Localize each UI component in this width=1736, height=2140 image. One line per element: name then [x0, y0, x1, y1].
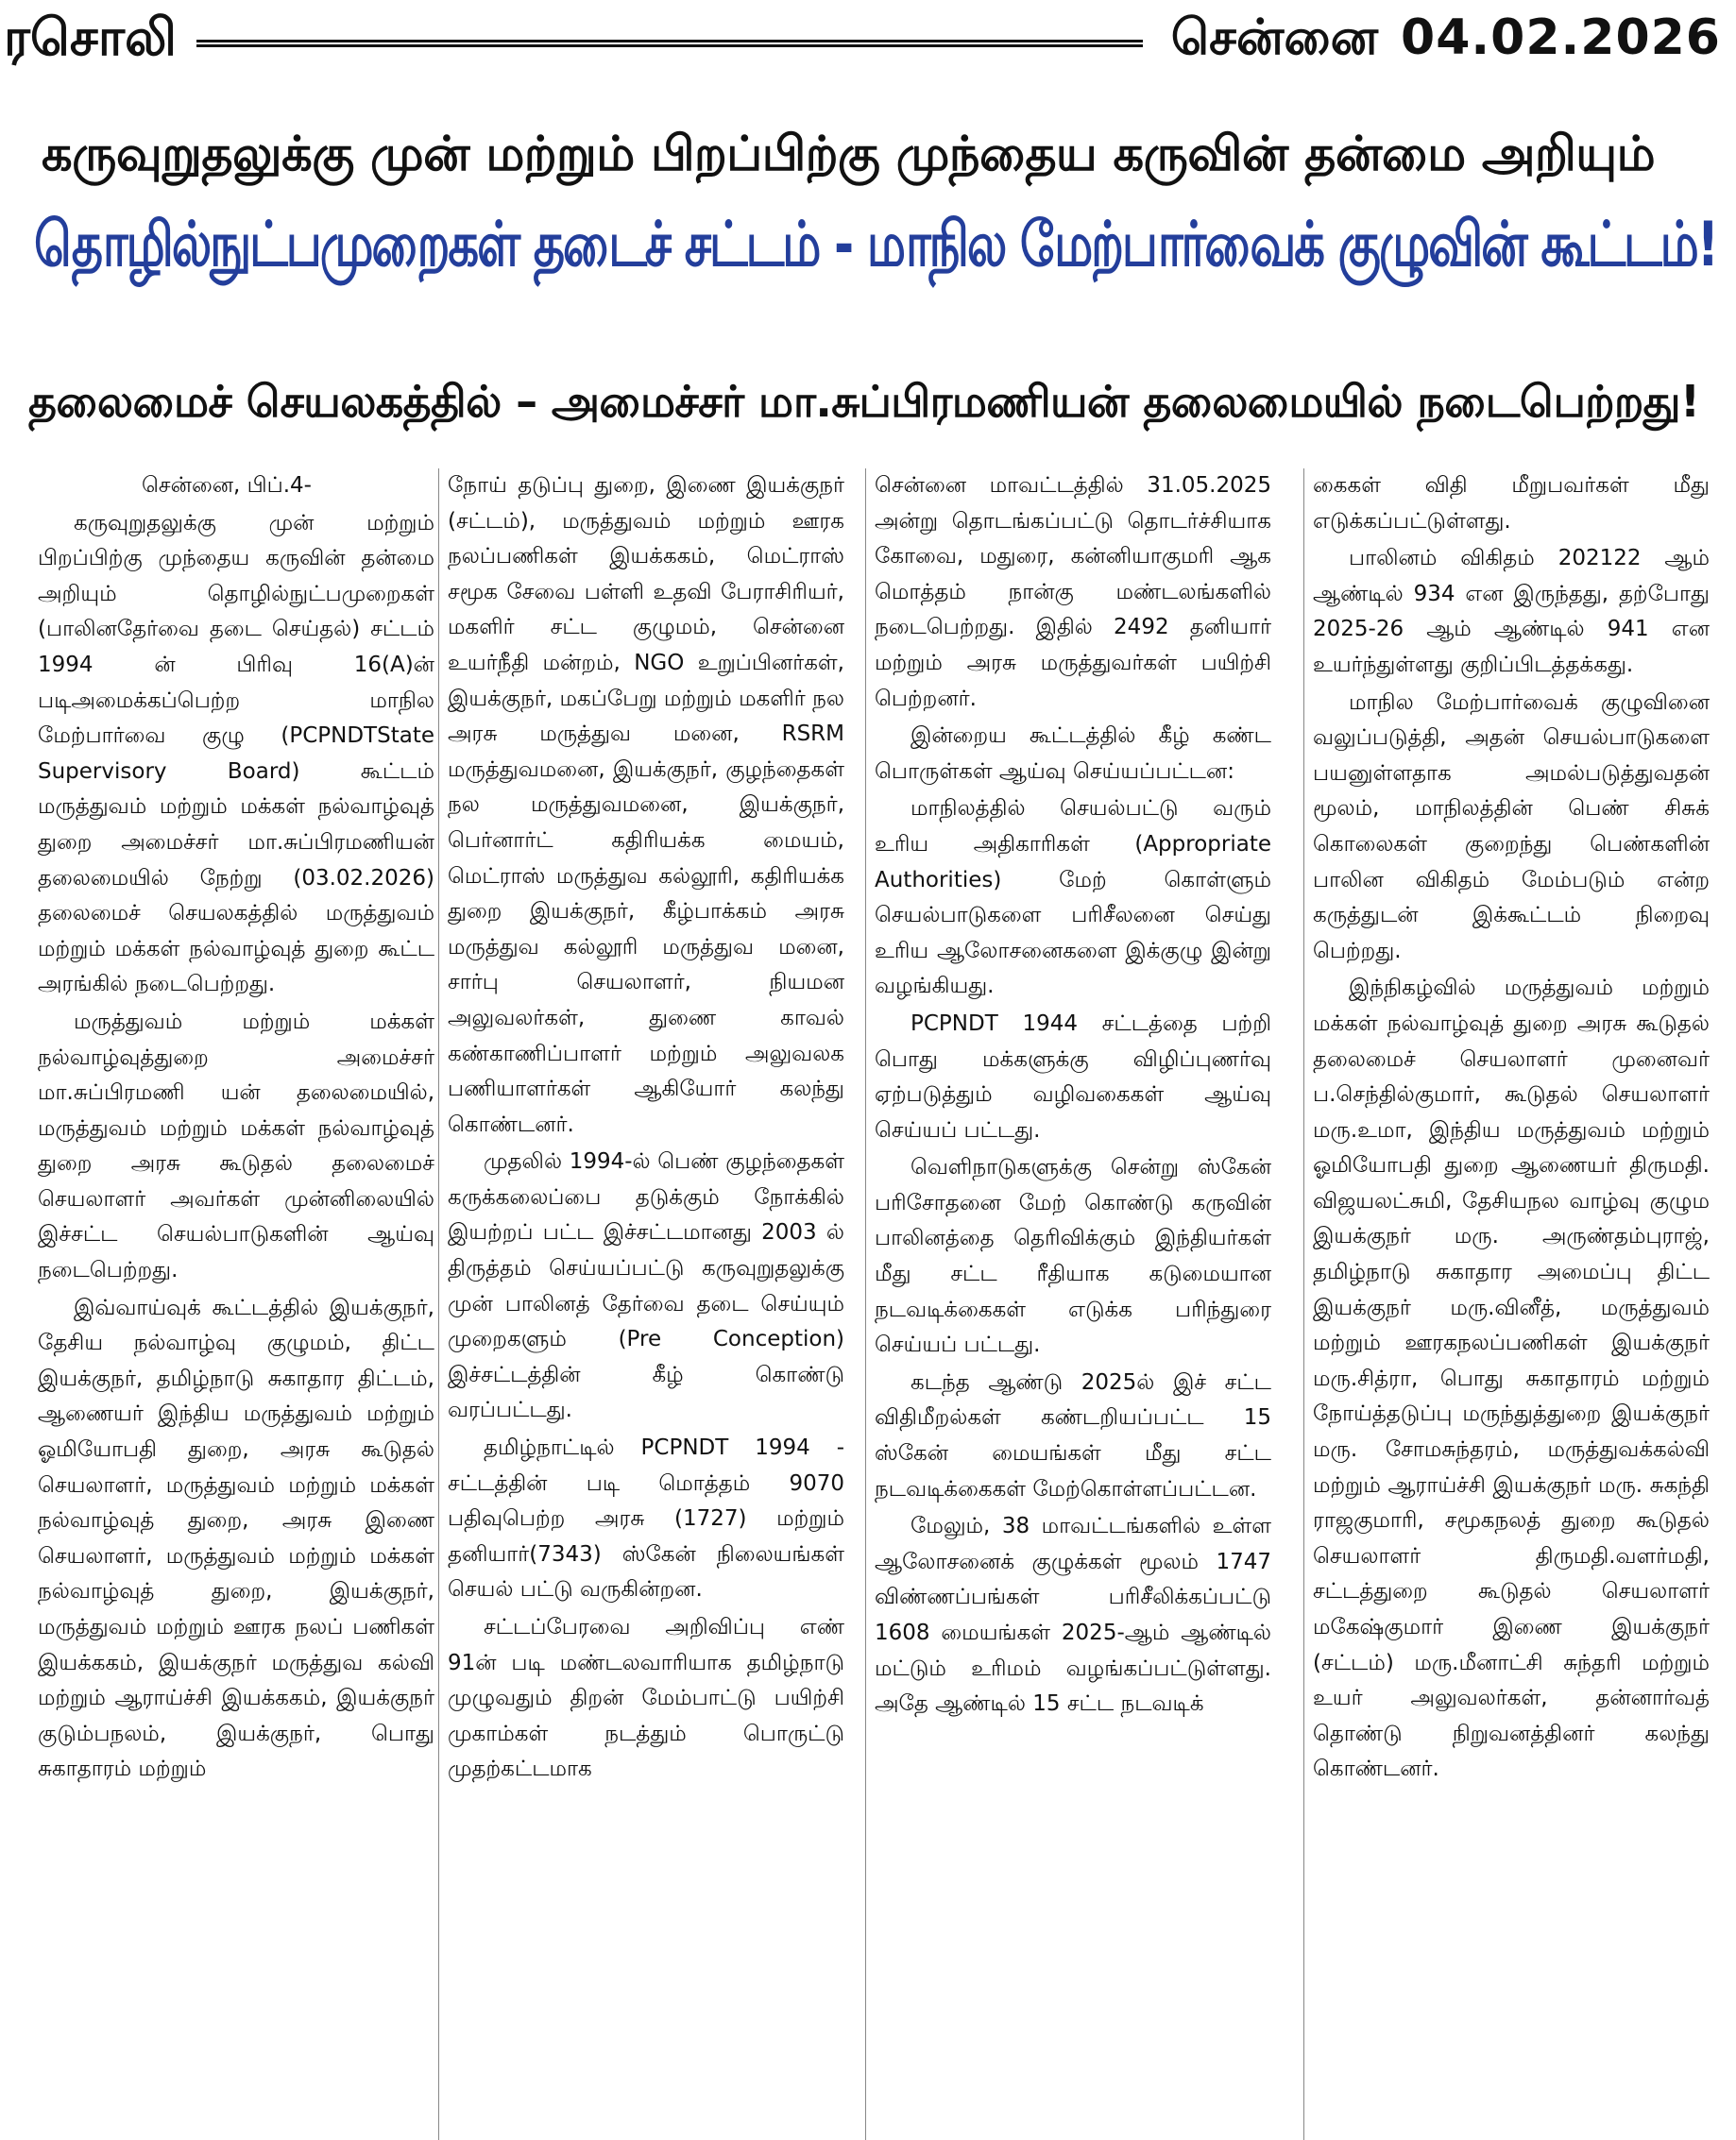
article-column-4: [1313, 468, 1710, 2140]
paragraph: தமிழ்நாட்டில் PCPNDT 1994 - சட்டத்தின் படி மொத்தம் 9070 பதிவுபெற்ற அரசு (1727) மற்றும் தனியார்(7343) ஸ்கேன் நிலையங்கள் செயல் பட்டு வருகின்றன.: [448, 1435, 844, 1603]
paragraph: PCPNDT 1944 சட்டத்தை பற்றி பொது மக்களுக்கு விழிப்புணர்வு ஏற்படுத்தும் வழிவகைகள் ஆய்வு செய்யப் பட்டது.: [875, 1011, 1271, 1143]
article-column-2: [448, 468, 844, 2140]
paragraph: சட்டப்பேரவை அறிவிப்பு எண் 91ன் படி மண்டலவாரியாக தமிழ்நாடு முழுவதும் திறன் மேம்பாட்டு பயிற்சி முகாம்கள் நடத்தும் பொருட்டு முதற்கட்டமாக: [448, 1615, 844, 1782]
paragraph: இந்நிகழ்வில் மருத்துவம் மற்றும் மக்கள் நல்வாழ்வுத் துறை அரசு கூடுதல் தலைமைச் செயலாளர் முனைவர் ப.செந்தில்குமார், கூடுதல் செயலாளர் மரு.உமா, இந்திய மருத்துவம் மற்றும் ஓமியோபதி துறை ஆணையர் திருமதி. விஜயலட்சுமி, தேசியநல வாழ்வு குழும இயக்குநர் மரு. அருண்தம்புராஜ், தமிழ்நாடு சுகாதார அமைப்பு திட்ட இயக்குநர் மரு.வினீத், மருத்துவம் மற்றும் ஊரகநலப்பணிகள் இயக்குநர் மரு.சித்ரா, பொது சுகாதாரம் மற்றும் நோய்த்தடுப்பு மருந்துத்துறை இயக்குநர் மரு. சோமசுந்தரம், மருத்துவக்கல்வி மற்றும் ஆராய்ச்சி இயக்குநர் மரு. சுகந்தி ராஜகுமாரி, சமூகநலத் துறை கூடுதல் செயலாளர் திருமதி.வளர்மதி, சட்டத்துறை கூடுதல் செயலாளர் மகேஷ்குமார் இணை இயக்குநர் (சட்டம்) மரு.மீனாட்சி சுந்தரி மற்றும் உயர் அலுவலர்கள், தன்னார்வத் தொண்டு நிறுவனத்தினர் கலந்து கொண்டனர்.: [1313, 976, 1710, 1782]
paragraph: நோய் தடுப்பு துறை, இணை இயக்குநர் (சட்டம்), மருத்துவம் மற்றும் ஊரக நலப்பணிகள் இயக்ககம், மெட்ராஸ் சமூக சேவை பள்ளி உதவி பேராசிரியர், மகளிர் சட்ட குழுமம், சென்னை உயர்நீதி மன்றம், NGO உறுப்பினர்கள், இயக்குநர், மகப்பேறு மற்றும் மகளிர் நல அரசு மருத்துவ மனை, RSRM மருத்துவமனை, இயக்குநர், குழந்தைகள் நல மருத்துவமனை, இயக்குநர், பெர்னார்ட் கதிரியக்க மையம், மெட்ராஸ் மருத்துவ கல்லூரி, கதிரியக்க துறை இயக்குநர், கீழ்பாக்கம் அரசு மருத்துவ கல்லூரி மருத்துவ மனை, சார்பு செயலாளர், நியமன அலுவலர்கள், துணை காவல் கண்காணிப்பாளர் மற்றும் அலுவலக பணியாளர்கள் ஆகியோர் கலந்து கொண்டனர்.: [448, 473, 844, 1137]
place-date: [1171, 9, 1721, 73]
edition-date: 04.02.2026: [1401, 9, 1721, 66]
newspaper-name: ரசொலி: [4, 8, 178, 67]
paragraph: முதலில் 1994-ல் பெண் குழந்தைகள் கருக்கலைப்பை தடுக்கும் நோக்கில் இயற்றப் பட்ட இச்சட்டமானது 2003 ல் திருத்தம் செய்யப்பட்டு கருவுறுதலுக்கு முன் பாலினத் தேர்வை தடை செய்யும் முறைகளும் (Pre Conception) இச்சட்டத்தின் கீழ் கொண்டு வரப்பட்டது.: [448, 1149, 844, 1423]
paragraph: சென்னை மாவட்டத்தில் 31.05.2025 அன்று தொடங்கப்பட்டு தொடர்ச்சியாக கோவை, மதுரை, கன்னியாகுமரி ஆக மொத்தம் நான்கு மண்டலங்களில் நடைபெற்றது. இதில் 2492 தனியார் மற்றும் அரசு மருத்துவர்கள் பயிற்சி பெற்றனர்.: [875, 473, 1271, 711]
paragraph: கைகள் விதி மீறுபவர்கள் மீது எடுக்கப்பட்டுள்ளது.: [1313, 473, 1710, 534]
sub-headline: தலைமைச் செயலகத்தில் – அமைச்சர் மா.சுப்பிரமணியன் தலைமையில் நடைபெற்றது!: [28, 376, 1700, 427]
masthead: [0, 0, 1736, 81]
paragraph: மேலும், 38 மாவட்டங்களில் உள்ள ஆலோசனைக் குழுக்கள் மூலம் 1747 விண்ணப்பங்கள் பரிசீலிக்கப்பட்டு 1608 மையங்கள் 2025-ஆம் ஆண்டில் மட்டும் உரிமம் வழங்கப்பட்டுள்ளது. அதே ஆண்டில் 15 சட்ட நடவடிக்: [875, 1514, 1271, 1717]
paragraph: மருத்துவம் மற்றும் மக்கள் நல்வாழ்வுத்துறை அமைச்சர் மா.சுப்பிரமணி யன் தலைமையில், மருத்துவம் மற்றும் மக்கள் நல்வாழ்வுத் துறை அரசு கூடுதல் தலைமைச் செயலாளர் அவர்கள் முன்னிலையில் இச்சட்ட செயல்பாடுகளின் ஆய்வு நடைபெற்றது.: [38, 1009, 434, 1283]
masthead-rule: [196, 40, 1143, 53]
main-headline: தொழில்நுட்பமுறைகள் தடைச் சட்டம் - மாநில மேற்பார்வைக் குழுவின் கூட்டம்!: [34, 210, 1717, 281]
edition-place: சென்னை: [1170, 9, 1379, 66]
paragraph: கடந்த ஆண்டு 2025ல் இச் சட்ட விதிமீறல்கள் கண்டறியப்பட்ட 15 ஸ்கேன் மையங்கள் மீது சட்ட நடவடிக்கைகள் மேற்கொள்ளப்பட்டன.: [875, 1369, 1271, 1502]
article-column-3: [875, 468, 1271, 2140]
article-column-1: [38, 468, 434, 2140]
article-body: [38, 468, 1728, 2140]
paragraph: பாலினம் விகிதம் 202122 ஆம் ஆண்டில் 934 என இருந்தது, தற்போது 2025-26 ஆம் ஆண்டில் 941 என உயர்ந்துள்ளது குறிப்பிடத்தக்கது.: [1313, 546, 1710, 677]
paragraph: இன்றைய கூட்டத்தில் கீழ் கண்ட பொருள்கள் ஆய்வு செய்யப்பட்டன:: [875, 723, 1271, 784]
paragraph: மாநில மேற்பார்வைக் குழுவினை வலுப்படுத்தி, அதன் செயல்பாடுகளை பயனுள்ளதாக அமல்படுத்துவதன் மூலம், மாநிலத்தின் பெண் சிசுக் கொலைகள் குறைந்து பெண்களின் பாலின விகிதம் மேம்படும் என்ற கருத்துடன் இக்கூட்டம் நிறைவு பெற்றது.: [1313, 689, 1710, 963]
headline-kicker: கருவுறுதலுக்கு முன் மற்றும் பிறப்பிற்கு முந்தைய கருவின் தன்மை அறியும்: [42, 127, 1656, 182]
paragraph: கருவுறுதலுக்கு முன் மற்றும் பிறப்பிற்கு முந்தைய கருவின் தன்மை அறியும் தொழில்நுட்பமுறைகள் (பாலினதேர்வை தடை செய்தல்) சட்டம் 1994 ன் பிரிவு 16(A)ன் படிஅமைக்கப்பெற்ற மாநில மேற்பார்வை குழு (PCPNDTState Supervisory Board) கூட்டம் மருத்துவம் மற்றும் மக்கள் நல்வாழ்வுத் துறை அமைச்சர் மா.சுப்பிரமணியன் தலைமையில் நேற்று (03.02.2026) தலைமைச் செயலகத்தில் மருத்துவம் மற்றும் மக்கள் நல்வாழ்வுத் துறை கூட்ட அரங்கில் நடைபெற்றது.: [38, 510, 434, 997]
dateline: சென்னை, பிப்.4-: [142, 473, 312, 498]
paragraph: இவ்வாய்வுக் கூட்டத்தில் இயக்குநர், தேசிய நல்வாழ்வு குழுமம், திட்ட இயக்குநர், தமிழ்நாடு சுகாதார திட்டம், ஆணையர் இந்திய மருத்துவம் மற்றும் ஓமியோபதி துறை, அரசு கூடுதல் செயலாளர், மருத்துவம் மற்றும் மக்கள் நல்வாழ்வுத் துறை, அரசு இணை செயலாளர், மருத்துவம் மற்றும் மக்கள் நல்வாழ்வுத் துறை, இயக்குநர், மருத்துவம் மற்றும் ஊரக நலப் பணிகள் இயக்ககம், இயக்குநர் மருத்துவ கல்வி மற்றும் ஆராய்ச்சி இயக்ககம், இயக்குநர் குடும்பநலம், இயக்குநர், பொது சுகாதாரம் மற்றும்: [38, 1295, 434, 1782]
paragraph: வெளிநாடுகளுக்கு சென்று ஸ்கேன் பரிசோதனை மேற் கொண்டு கருவின் பாலினத்தை தெரிவிக்கும் இந்தியர்கள் மீது சட்ட ரீதியாக கடுமையான நடவடிக்கைகள் எடுக்க பரிந்துரை செய்யப் பட்டது.: [875, 1155, 1271, 1358]
paragraph: மாநிலத்தில் செயல்பட்டு வரும் உரிய அதிகாரிகள் (Appropriate Authorities) மேற் கொள்ளும் செயல்பாடுகளை பரிசீலனை செய்து உரிய ஆலோசனைகளை இக்குழு இன்று வழங்கியது.: [875, 796, 1271, 999]
